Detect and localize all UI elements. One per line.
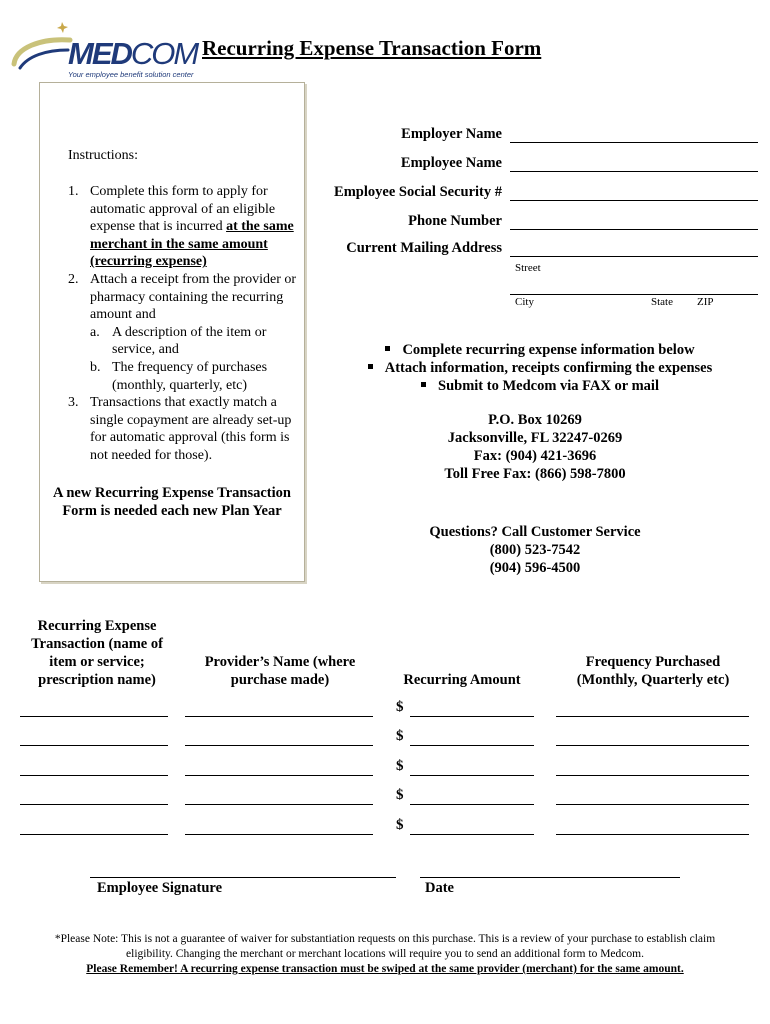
column-header-provider: Provider’s Name (where purchase made) <box>204 654 356 688</box>
transaction-field[interactable] <box>20 745 168 746</box>
transaction-field[interactable] <box>20 804 168 805</box>
instructions-list <box>68 183 300 465</box>
instruction-item: 3. Transactions that exactly match a single copayment are already set-up for automatic approval (this form is not needed for those). <box>68 395 292 463</box>
dollar-sign: $ <box>396 787 404 803</box>
dollar-sign: $ <box>396 758 404 774</box>
instruction-item: 1. Complete this form to apply for automatic approval of an eligible expense that is incurred at the same merchant in the same amount (recurring expense) <box>68 184 294 270</box>
date-label: Date <box>425 880 454 896</box>
mailing-address-block <box>410 411 660 483</box>
instruction-subitem: b. The frequency of purchases (monthly, quarterly, etc) <box>90 359 268 393</box>
frequency-field[interactable] <box>556 804 749 805</box>
city-state-zip-field[interactable] <box>510 294 758 295</box>
step-item: Submit to Medcom via FAX or mail <box>340 377 740 395</box>
street-field[interactable] <box>510 256 758 257</box>
employer-name-field[interactable] <box>510 142 758 143</box>
submission-steps <box>340 341 740 395</box>
signature-label: Employee Signature <box>97 880 222 896</box>
column-header-amount: Recurring Amount <box>403 672 521 688</box>
signature-field[interactable] <box>90 877 396 878</box>
bullet-icon <box>368 364 373 369</box>
footer-reminder: Please Remember! A recurring expense transaction must be swiped at the same provider (merchant) for the same amount. <box>86 963 684 975</box>
amount-field[interactable] <box>410 804 534 805</box>
amount-field[interactable] <box>410 716 534 717</box>
plan-year-note: A new Recurring Expense Transaction Form is needed each new Plan Year <box>53 485 291 519</box>
phone-1: (800) 523-7542 <box>489 542 581 558</box>
bullet-icon <box>385 346 390 351</box>
column-header-transaction: Recurring Expense Transaction (name of item or service; prescription name) <box>31 618 163 688</box>
provider-field[interactable] <box>185 775 373 776</box>
po-box: P.O. Box 10269 <box>488 412 582 428</box>
dollar-sign: $ <box>396 728 404 744</box>
employee-name-label: Employee Name <box>400 155 502 171</box>
dollar-sign: $ <box>396 699 404 715</box>
date-field[interactable] <box>420 877 680 878</box>
amount-field[interactable] <box>410 745 534 746</box>
provider-field[interactable] <box>185 716 373 717</box>
employer-name-label: Employer Name <box>401 126 502 142</box>
brand-name-first: MED <box>68 36 131 71</box>
provider-field[interactable] <box>185 804 373 805</box>
transaction-field[interactable] <box>20 716 168 717</box>
step-item: Complete recurring expense information below <box>340 341 740 359</box>
logo-tagline: Your employee benefit solution center <box>68 70 194 79</box>
frequency-field[interactable] <box>556 834 749 835</box>
provider-field[interactable] <box>185 834 373 835</box>
step-item: Attach information, receipts confirming the expenses <box>340 359 740 377</box>
questions-text: Questions? Call Customer Service <box>429 524 641 540</box>
frequency-field[interactable] <box>556 745 749 746</box>
amount-field[interactable] <box>410 775 534 776</box>
street-label: Street <box>515 262 541 274</box>
brand-name-second: COM <box>130 36 198 71</box>
provider-field[interactable] <box>185 745 373 746</box>
ssn-field[interactable] <box>510 200 758 201</box>
zip-label: ZIP <box>697 296 714 308</box>
toll-free-fax: Toll Free Fax: (866) 598-7800 <box>444 466 626 482</box>
city-label: City <box>515 296 534 308</box>
employee-name-field[interactable] <box>510 171 758 172</box>
form-title: Recurring Expense Transaction Form <box>202 36 542 60</box>
instructions-heading: Instructions: <box>68 148 138 163</box>
transaction-field[interactable] <box>20 834 168 835</box>
customer-service-block <box>400 523 670 577</box>
instruction-item: 2. Attach a receipt from the provider or pharmacy containing the recurring amount and a. A description of the item or service, and b. The frequency of purchases (monthly, quarterly, etc) <box>68 271 300 394</box>
phone-2: (904) 596-4500 <box>489 560 581 576</box>
footer-note: *Please Note: This is not a guarantee of waiver for substantiation requests on this purchase. This is a review of your purchase to establish claim eligibility. Changing the merchant or merchant locations will require you to send an additional form to Medcom. <box>54 933 716 960</box>
frequency-field[interactable] <box>556 775 749 776</box>
ssn-label: Employee Social Security # <box>334 184 502 200</box>
frequency-field[interactable] <box>556 716 749 717</box>
column-header-frequency: Frequency Purchased (Monthly, Quarterly etc) <box>576 654 730 688</box>
mailing-address-label: Current Mailing Address <box>346 240 502 256</box>
fax-number: Fax: (904) 421-3696 <box>473 448 597 464</box>
state-label: State <box>651 296 673 308</box>
city-state: Jacksonville, FL 32247-0269 <box>447 430 623 446</box>
amount-field[interactable] <box>410 834 534 835</box>
dollar-sign: $ <box>396 817 404 833</box>
bullet-icon <box>421 382 426 387</box>
transaction-field[interactable] <box>20 775 168 776</box>
phone-label: Phone Number <box>408 213 502 229</box>
medcom-logo <box>10 18 200 79</box>
phone-field[interactable] <box>510 229 758 230</box>
instruction-subitem: a. A description of the item or service, and <box>90 324 267 358</box>
